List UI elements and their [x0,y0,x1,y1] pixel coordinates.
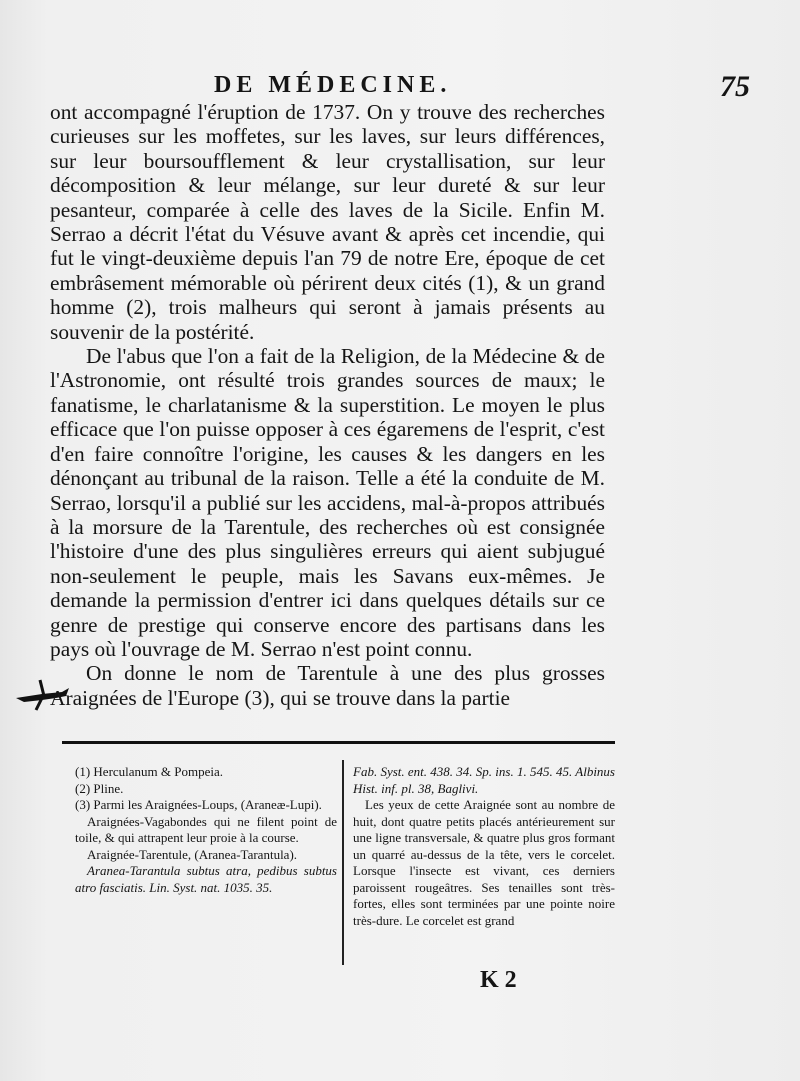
column-divider [342,760,344,965]
footnote: (2) Pline. [75,780,124,796]
footnote: Fab. Syst. ent. 438. 34. Sp. ins. 1. 545. 45. Albinus Hist. inf. pl. 38, Baglivi. [353,764,615,796]
footnote: Araignée-Tarentule, (Aranea-Tarantula). [87,846,298,862]
signature-mark: K 2 [480,967,517,993]
footnote-rule [62,741,615,744]
main-text [50,100,605,710]
footnote: (3) Parmi les Araignées-Loups, (Araneæ-Lupi). [75,797,322,812]
paragraph-3: On donne le nom de Tarentule à une des plus grosses Araignées de l'Europe (3), qui se trouve dans la partie [50,661,605,710]
footnote: Aranea-Tarantula subtus atra, pedibus subtus atro fasciatis. Lin. Syst. nat. 1035. 35. [75,863,337,895]
footnote: Les yeux de cette Araignée sont au nombre de huit, dont quatre petits placés antérieurement sur une ligne transversale, & quatre plus gros formant un quarré au-dessus de la tête, vers le corcelet. Lorsque l'insecte est vivant, ces derniers paroissent rougeâtres. Ses tenailles sont très-fortes, elles sont terminées par une pointe noire très-dure. Le corcelet est grand [353,797,615,928]
footnotes-left-column [75,764,337,896]
paragraph-1: ont accompagné l'éruption de 1737. On y trouve des recherches curieuses sur les moffetes, sur les laves, sur leurs différences, sur leur boursoufflement & leur crystallisation, sur leur décomposition & leur mélange, sur leur dureté & sur leur pesanteur, comparée à celle des laves de la Sicile. Enfin M. Serrao a décrit l'état du Vésuve avant & après cet incendie, qui fut le vingt-deuxième depuis l'an 79 de notre Ere, époque de cet embrâsement mémorable où périrent deux cités (1), & un grand homme (2), trois malheurs qui seront à jamais présents au souvenir de la postérité. [50,100,605,344]
footnotes-right-column [353,764,615,929]
page-number: 75 [720,70,750,103]
footnote: Araignées-Vagabondes qui ne filent point de toile, & qui attrapent leur proie à la course. [75,813,337,845]
running-head: DE MÉDECINE. [214,72,452,98]
footnote: (1) Herculanum & Pompeia. [75,764,224,779]
paragraph-2: De l'abus que l'on a fait de la Religion, de la Médecine & de l'Astronomie, ont résulté trois grandes sources de maux; le fanatisme, le charlatanisme & la superstition. Le moyen le plus efficace que l'on puisse opposer à ces égaremens de l'esprit, c'est d'en faire connoître l'origine, les causes & les dangers en les dénonçant au tribunal de la raison. Telle a été la conduite de M. Serrao, lorsqu'il a publié sur les accidens, mal-à-propos attribués à la morsure de la Tarentule, des recherches où est consignée l'histoire d'une des plus singulières erreurs qui aient subjugué non-seulement le peuple, mais les Savans eux-mêmes. Je demande la permission d'entrer ici dans quelques détails sur ce genre de prestige qui conserve encore des partisans dans les pays où l'ouvrage de M. Serrao n'est point connu. [50,344,605,661]
